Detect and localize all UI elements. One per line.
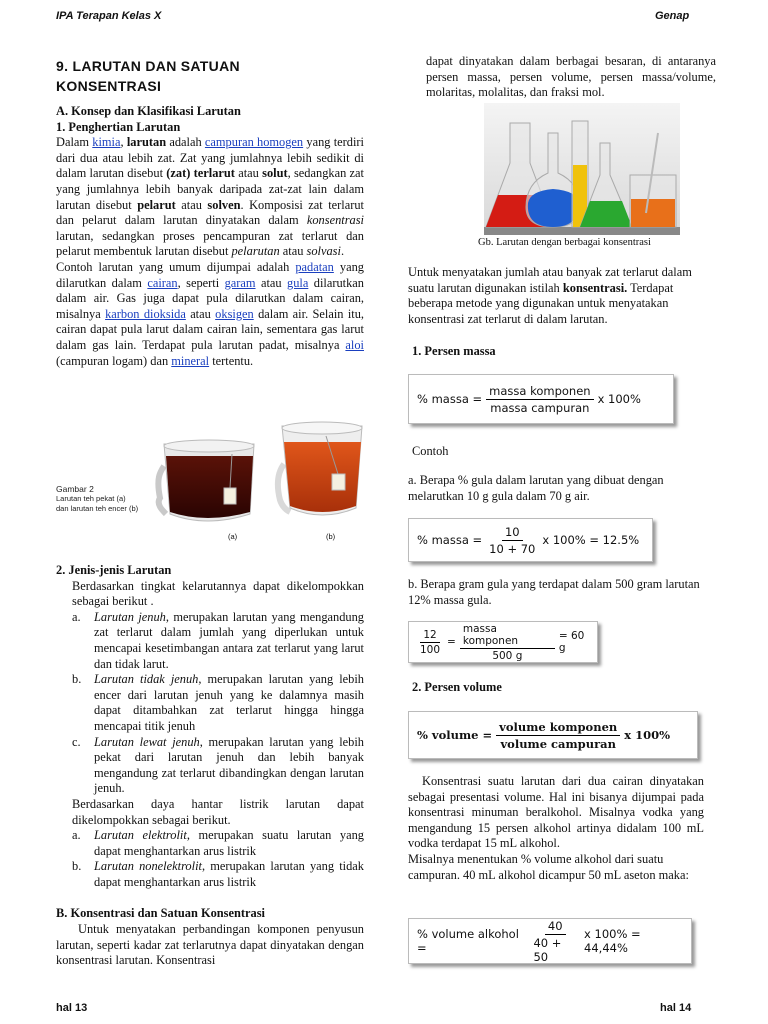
heading-persen-volume: 2. Persen volume <box>412 680 502 694</box>
list-item: a. Larutan elektrolit, merupakan suatu larutan yang dapat menghantarkan arus listrik <box>72 828 364 858</box>
right-volume-text <box>408 774 704 883</box>
tea-cups-image <box>56 418 364 548</box>
dark-tea-cup <box>158 440 254 521</box>
formula-volume-alkohol: % volume alkohol = $\frac{40}{40 + 50}$ x 100% = 44,44% <box>408 918 692 964</box>
formula-example-b: $\frac{12}{100}$ = $\frac{\text{massa komponen}}{500 g}$ = 60 g <box>408 621 598 663</box>
paragraph-konsentrasi: Untuk menyatakan jumlah atau banyak zat terlarut dalam suatu larutan digunakan istilah konsentrasi. Terdapat beberapa metode yang digunakan untuk menyatakan konsentrasi zat terlarut di dalam larutan. <box>408 265 692 326</box>
link-cairan[interactable]: cairan <box>147 275 178 290</box>
footer-page-right: hal 14 <box>660 1002 692 1014</box>
link-gula[interactable]: gula <box>287 275 309 290</box>
section-b-heading: B. Konsentrasi dan Satuan Konsentrasi <box>56 906 265 921</box>
right-intro: dapat dinyatakan dalam berbagai besaran, di antaranya persen massa, persen volume, persen massa/volume, molaritas, molalitas, dan fraksi mol. <box>426 54 716 100</box>
list-conductivity <box>56 828 364 890</box>
link-aloi[interactable]: aloi <box>345 337 364 352</box>
section-2-intro: Berdasarkan tingkat kelarutannya dapat dikelompokkan sebagai berikut . <box>72 578 364 609</box>
label-contoh: Contoh <box>412 444 449 458</box>
label-b: (b) <box>326 532 336 541</box>
left-column <box>56 56 364 369</box>
list-item: c. Larutan lewat jenuh, merupakan larutan yang lebih pekat dari larutan jenuh dan lebih banyak mengandung zat terlarut dibandingkan dengan larutan jenuh. <box>72 734 364 796</box>
link-oksigen[interactable]: oksigen <box>215 306 254 321</box>
heading-persen-massa: 1. Persen massa <box>412 344 496 358</box>
link-garam[interactable]: garam <box>224 275 256 290</box>
paragraph-volume: Konsentrasi suatu larutan dari dua cairan dinyatakan sebagai presentasi volume. Hal ini bisanya dijumpai pada konsentrasi minuman beralkohol. Misalnya vodka yang mengandung 15 persen alkohol artinya didalam 100 mL vodka terdapat 15 mL alkohol. <box>408 774 704 851</box>
question-b: b. Berapa gram gula yang terdapat dalam 500 gram larutan 12% massa gula. <box>408 577 700 607</box>
list-item: b. Larutan tidak jenuh, merupakan larutan yang lebih encer dari larutan jenuh yang ke dalamnya masih dapat ditambahkan zat terlarut hingga hingga mencapai titik jenuh <box>72 672 364 733</box>
formula-persen-volume: % volume = $\frac{\text{volume komponen}}{\text{volume campuran}}$ x 100% <box>408 711 698 759</box>
paragraph-examples: Contoh larutan yang umum dijumpai adalah padatan yang dilarutkan dalam cairan, seperti garam atau gula dilarutkan dalam air. Gas juga dapat pula dilarutkan dalam cairan, misalnya karbon dioksida atau oksigen dalam air. Selain itu, cairan dapat pula larut dalam cairan lain, sementara gas larut dalam gas lain. Terdapat pula larutan padat, misalnya aloi (campuran logam) dan mineral tertentu. <box>56 259 364 368</box>
list-item: a. Larutan jenuh, merupakan larutan yang mengandung zat terlarut dalam jumlah yang diperlukan untuk mencapai kesetimbangan antara zat terlarut yang larut dan tidak larut. <box>72 609 364 671</box>
footer-page-left: hal 13 <box>56 1002 88 1014</box>
paragraph-definition: Dalam kimia, larutan adalah campuran homogen yang terdiri dari dua atau lebih zat. Zat yang jumlahnya lebih sedikit di dalam larutan disebut (zat) terlarut atau solut, sedangkan zat yang jumlahnya lebih banyak daripada zat-zat lain dalam larutan disebut pelarut atau solven. Komposisi zat terlarut dan pelarut dalam larutan dinyatakan dalam konsentrasi larutan, sedangkan proses pencampuran zat terlarut dan pelarut membentuk larutan disebut pelarutan atau solvasi. <box>56 135 365 259</box>
section-1-heading: 1. Penghertian Larutan <box>56 119 181 134</box>
flasks-caption: Gb. Larutan dengan berbagai konsentrasi <box>478 237 651 248</box>
left-column-lower <box>56 563 364 969</box>
chapter-title: 9. LARUTAN DAN SATUAN KONSENTRASI <box>56 58 240 94</box>
section-a-heading: A. Konsep dan Klasifikasi Larutan <box>56 104 241 118</box>
header-right: Genap <box>655 10 690 22</box>
link-kimia[interactable]: kimia <box>92 135 121 150</box>
formula-example-a: % massa = $\frac{10}{10 + 70}$ x 100% = 12.5% <box>408 518 653 562</box>
formula-persen-massa: % massa = $\frac{\text{massa komponen}}{\text{massa campuran}}$ x 100% <box>408 374 674 424</box>
tea-figure-caption: Gambar 2 Larutan teh pekat (a) dan larutan teh encer (b) <box>56 484 139 513</box>
list-solubility <box>56 610 364 797</box>
paragraph-volume-example: Misalnya menentukan % volume alkohol dari suatu campuran. 40 mL alkohol dicampur 50 mL aseton maka: <box>408 851 689 882</box>
link-padatan[interactable]: padatan <box>295 259 334 274</box>
section-2-intro-conductivity: Berdasarkan daya hantar listrik larutan dapat dikelompokkan sebagai berikut. <box>72 796 364 827</box>
list-item: b. Larutan nonelektrolit, merupakan larutan yang tidak dapat menghantarkan arus listrik <box>72 859 364 889</box>
section-b-text: Untuk menyatakan perbandingan komponen penyusun larutan, seperti kadar zat terlarutnya dapat dinyatakan dengan konsentrasi larutan. Konsentrasi <box>56 922 364 968</box>
link-karbon-dioksida[interactable]: karbon dioksida <box>105 306 186 321</box>
link-campuran-homogen[interactable]: campuran homogen <box>204 135 304 150</box>
tea-figure <box>56 418 364 548</box>
link-mineral[interactable]: mineral <box>171 353 210 368</box>
flasks-image <box>484 103 680 235</box>
right-konsentrasi <box>408 265 702 327</box>
label-a: (a) <box>228 532 238 541</box>
header-left: IPA Terapan Kelas X <box>56 10 162 22</box>
section-2-heading: 2. Jenis-jenis Larutan <box>56 563 172 577</box>
question-a: a. Berapa % gula dalam larutan yang dibuat dengan melarutkan 10 g gula dalam 70 g air. <box>408 473 664 503</box>
light-tea-cup <box>278 422 362 515</box>
